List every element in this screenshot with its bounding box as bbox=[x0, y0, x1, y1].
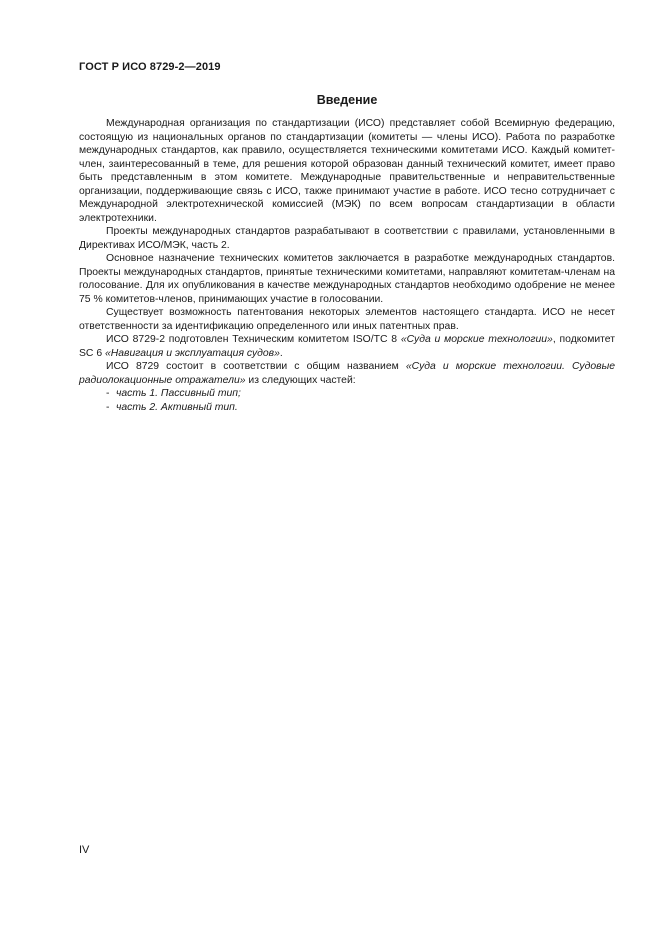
parts-text-a: ИСО 8729 состоит в соответствии с общим названием bbox=[106, 361, 406, 372]
general-title: «Суда и морские технологии. Судовые радиолокационные отражатели» bbox=[79, 361, 615, 386]
list-item bbox=[79, 387, 615, 401]
prepared-by-text-e: . bbox=[279, 347, 283, 359]
parts-text-c: из следующих частей: bbox=[245, 374, 356, 386]
document-body bbox=[79, 117, 615, 414]
list-item-text: часть 1. Пассивный тип; bbox=[116, 388, 241, 399]
prepared-by-text-c: , подкомитет SC 6 bbox=[79, 334, 615, 359]
list-item bbox=[79, 401, 615, 415]
paragraph-parts bbox=[79, 360, 615, 387]
paragraph-prepared-by bbox=[79, 333, 615, 360]
list-dash: - bbox=[106, 401, 110, 413]
standard-id-header: ГОСТ Р ИСО 8729-2—2019 bbox=[79, 61, 221, 73]
paragraph-directives: Проекты международных стандартов разрабатывают в соответствии с правилами, установленными в Директивах ИСО/МЭК, часть 2. bbox=[79, 226, 615, 251]
section-title: Введение bbox=[316, 93, 378, 107]
committee-name: «Суда и морские технологии» bbox=[400, 334, 553, 345]
prepared-by-text-a: ИСО 8729-2 подготовлен Техническим комитетом ISO/TC 8 bbox=[106, 334, 401, 345]
paragraph-iso-intro: Международная организация по стандартизации (ИСО) представляет собой Всемирную федерацию, состоящую из национальных органов по стандартизации (комитеты — члены ИСО). Работа по разработке международных стандартов, как правило, осуществляется техническими комитетами ИСО. Каждый комитет-член, заинтересованный в теме, для решения которой образован данный технический комитет, имеет право быть представленным в этом комитете. Международные правительственные и неправительственные организации, поддерживающие связь с ИСО, также принимают участие в работе. ИСО тесно сотрудничает с Международной электротехнической комиссией (МЭК) по всем вопросам стандартизации в области электротехники. bbox=[79, 118, 615, 224]
paragraph-committees: Основное назначение технических комитетов заключается в разработке международных стандартов. Проекты международных стандартов, принятые техническими комитетами, направляют комитетам-членам на голосование. Для их опубликования в качестве международных стандартов необходимо одобрение не менее 75 % комитетов-членов, принимающих участие в голосовании. bbox=[79, 253, 615, 305]
paragraph-patents: Существует возможность патентования некоторых элементов настоящего стандарта. ИСО не несет ответственности за идентификацию определенного или иных патентных прав. bbox=[79, 307, 615, 332]
page-number: IV bbox=[79, 844, 90, 856]
subcommittee-name: «Навигация и эксплуатация судов» bbox=[105, 347, 280, 359]
list-dash: - bbox=[106, 388, 110, 399]
list-item-text: часть 2. Активный тип. bbox=[116, 401, 238, 413]
